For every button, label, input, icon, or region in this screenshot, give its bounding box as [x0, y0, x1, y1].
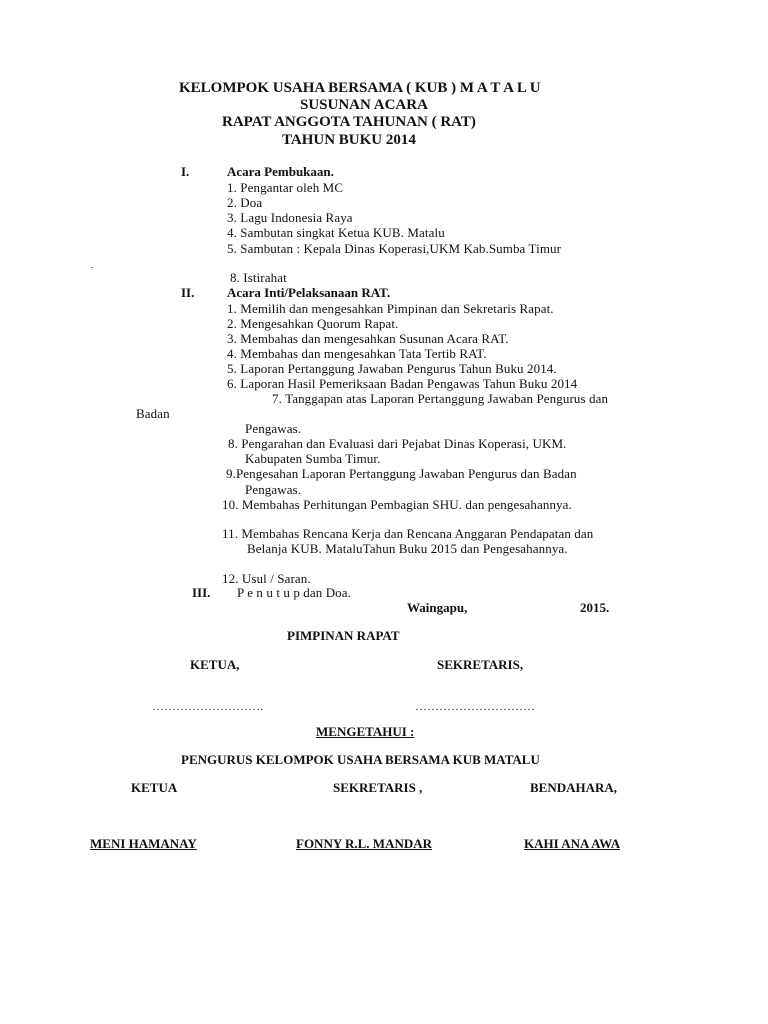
section2-item7-line2: Badan	[136, 406, 170, 421]
section1-item: 1. Pengantar oleh MC	[227, 180, 344, 195]
break-item: 8. Istirahat	[230, 270, 287, 285]
stray-mark	[91, 267, 93, 268]
section2-item8-line2: Kabupaten Sumba Timur.	[245, 451, 381, 466]
section2-item11-line2: Belanja KUB. MataluTahun Buku 2015 dan Pengesahannya.	[247, 541, 568, 556]
section2-item12: 12. Usul / Saran.	[222, 571, 311, 586]
section2-numeral: II.	[181, 285, 195, 300]
name-sekretaris: FONNY R.L. MANDAR	[296, 836, 433, 851]
year-label: 2015.	[580, 600, 610, 615]
section1-item: 5. Sambutan : Kepala Dinas Koperasi,UKM Kab.Sumba Timur	[227, 241, 562, 256]
section1-item: 3. Lagu Indonesia Raya	[227, 210, 353, 225]
role-sekretaris: SEKRETARIS ,	[333, 780, 423, 795]
section2-item: 5. Laporan Pertanggung Jawaban Pengurus Tahun Buku 2014.	[227, 361, 557, 376]
doc-title-line4: TAHUN BUKU 2014	[282, 132, 416, 148]
name-ketua: MENI HAMANAY	[90, 836, 197, 851]
section2-item: 3. Membahas dan mengesahkan Susunan Acara RAT.	[227, 331, 509, 346]
section2-item: 1. Memilih dan mengesahkan Pimpinan dan Sekretaris Rapat.	[227, 301, 554, 316]
doc-title-line3: RAPAT ANGGOTA TAHUNAN ( RAT)	[222, 114, 476, 130]
section1-numeral: I.	[181, 164, 190, 179]
doc-title-line1: KELOMPOK USAHA BERSAMA ( KUB ) M A T A L U	[179, 80, 541, 96]
role-bendahara: BENDAHARA,	[530, 780, 618, 795]
mengetahui-label: MENGETAHUI :	[316, 724, 415, 739]
section2-item8-line1: 8. Pengarahan dan Evaluasi dari Pejabat Dinas Koperasi, UKM.	[228, 436, 567, 451]
pimpinan-sekretaris-label: SEKRETARIS,	[437, 657, 524, 672]
section2-item11-line1: 11. Membahas Rencana Kerja dan Rencana Anggaran Pendapatan dan	[222, 526, 594, 541]
place-label: Waingapu,	[407, 600, 468, 615]
role-ketua: KETUA	[131, 780, 178, 795]
section2-item: 6. Laporan Hasil Pemeriksaan Badan Pengawas Tahun Buku 2014	[227, 376, 578, 391]
pimpinan-rapat-title: PIMPINAN RAPAT	[287, 628, 400, 643]
section1-item: 4. Sambutan singkat Ketua KUB. Matalu	[227, 225, 445, 240]
section1-item: 2. Doa	[227, 195, 263, 210]
section2-item7-line3: Pengawas.	[245, 421, 302, 436]
section2-title: Acara Inti/Pelaksanaan RAT.	[227, 285, 391, 300]
pengurus-org-title: PENGURUS KELOMPOK USAHA BERSAMA KUB MATALU	[181, 752, 540, 767]
section3-numeral: III.	[192, 585, 211, 600]
section2-item10: 10. Membahas Perhitungan Pembagian SHU. dan pengesahannya.	[222, 497, 572, 512]
pimpinan-ketua-label: KETUA,	[190, 657, 240, 672]
doc-title-line2: SUSUNAN ACARA	[300, 97, 428, 113]
section2-item: 2. Mengesahkan Quorum Rapat.	[227, 316, 399, 331]
section2-item9-line2: Pengawas.	[245, 482, 302, 497]
section2-item9-line1: 9.Pengesahan Laporan Pertanggung Jawaban Pengurus dan Badan	[226, 466, 577, 481]
ketua-signature-line: ……………………….	[152, 699, 263, 713]
section3-title: P e n u t u p dan Doa.	[237, 585, 352, 600]
section2-item7-line1: 7. Tanggapan atas Laporan Pertanggung Jawaban Pengurus dan	[272, 391, 609, 406]
name-bendahara: KAHI ANA AWA	[524, 836, 621, 851]
section2-item: 4. Membahas dan mengesahkan Tata Tertib RAT.	[227, 346, 487, 361]
sekretaris-signature-line: …………………………	[415, 699, 535, 713]
section1-title: Acara Pembukaan.	[227, 164, 334, 179]
